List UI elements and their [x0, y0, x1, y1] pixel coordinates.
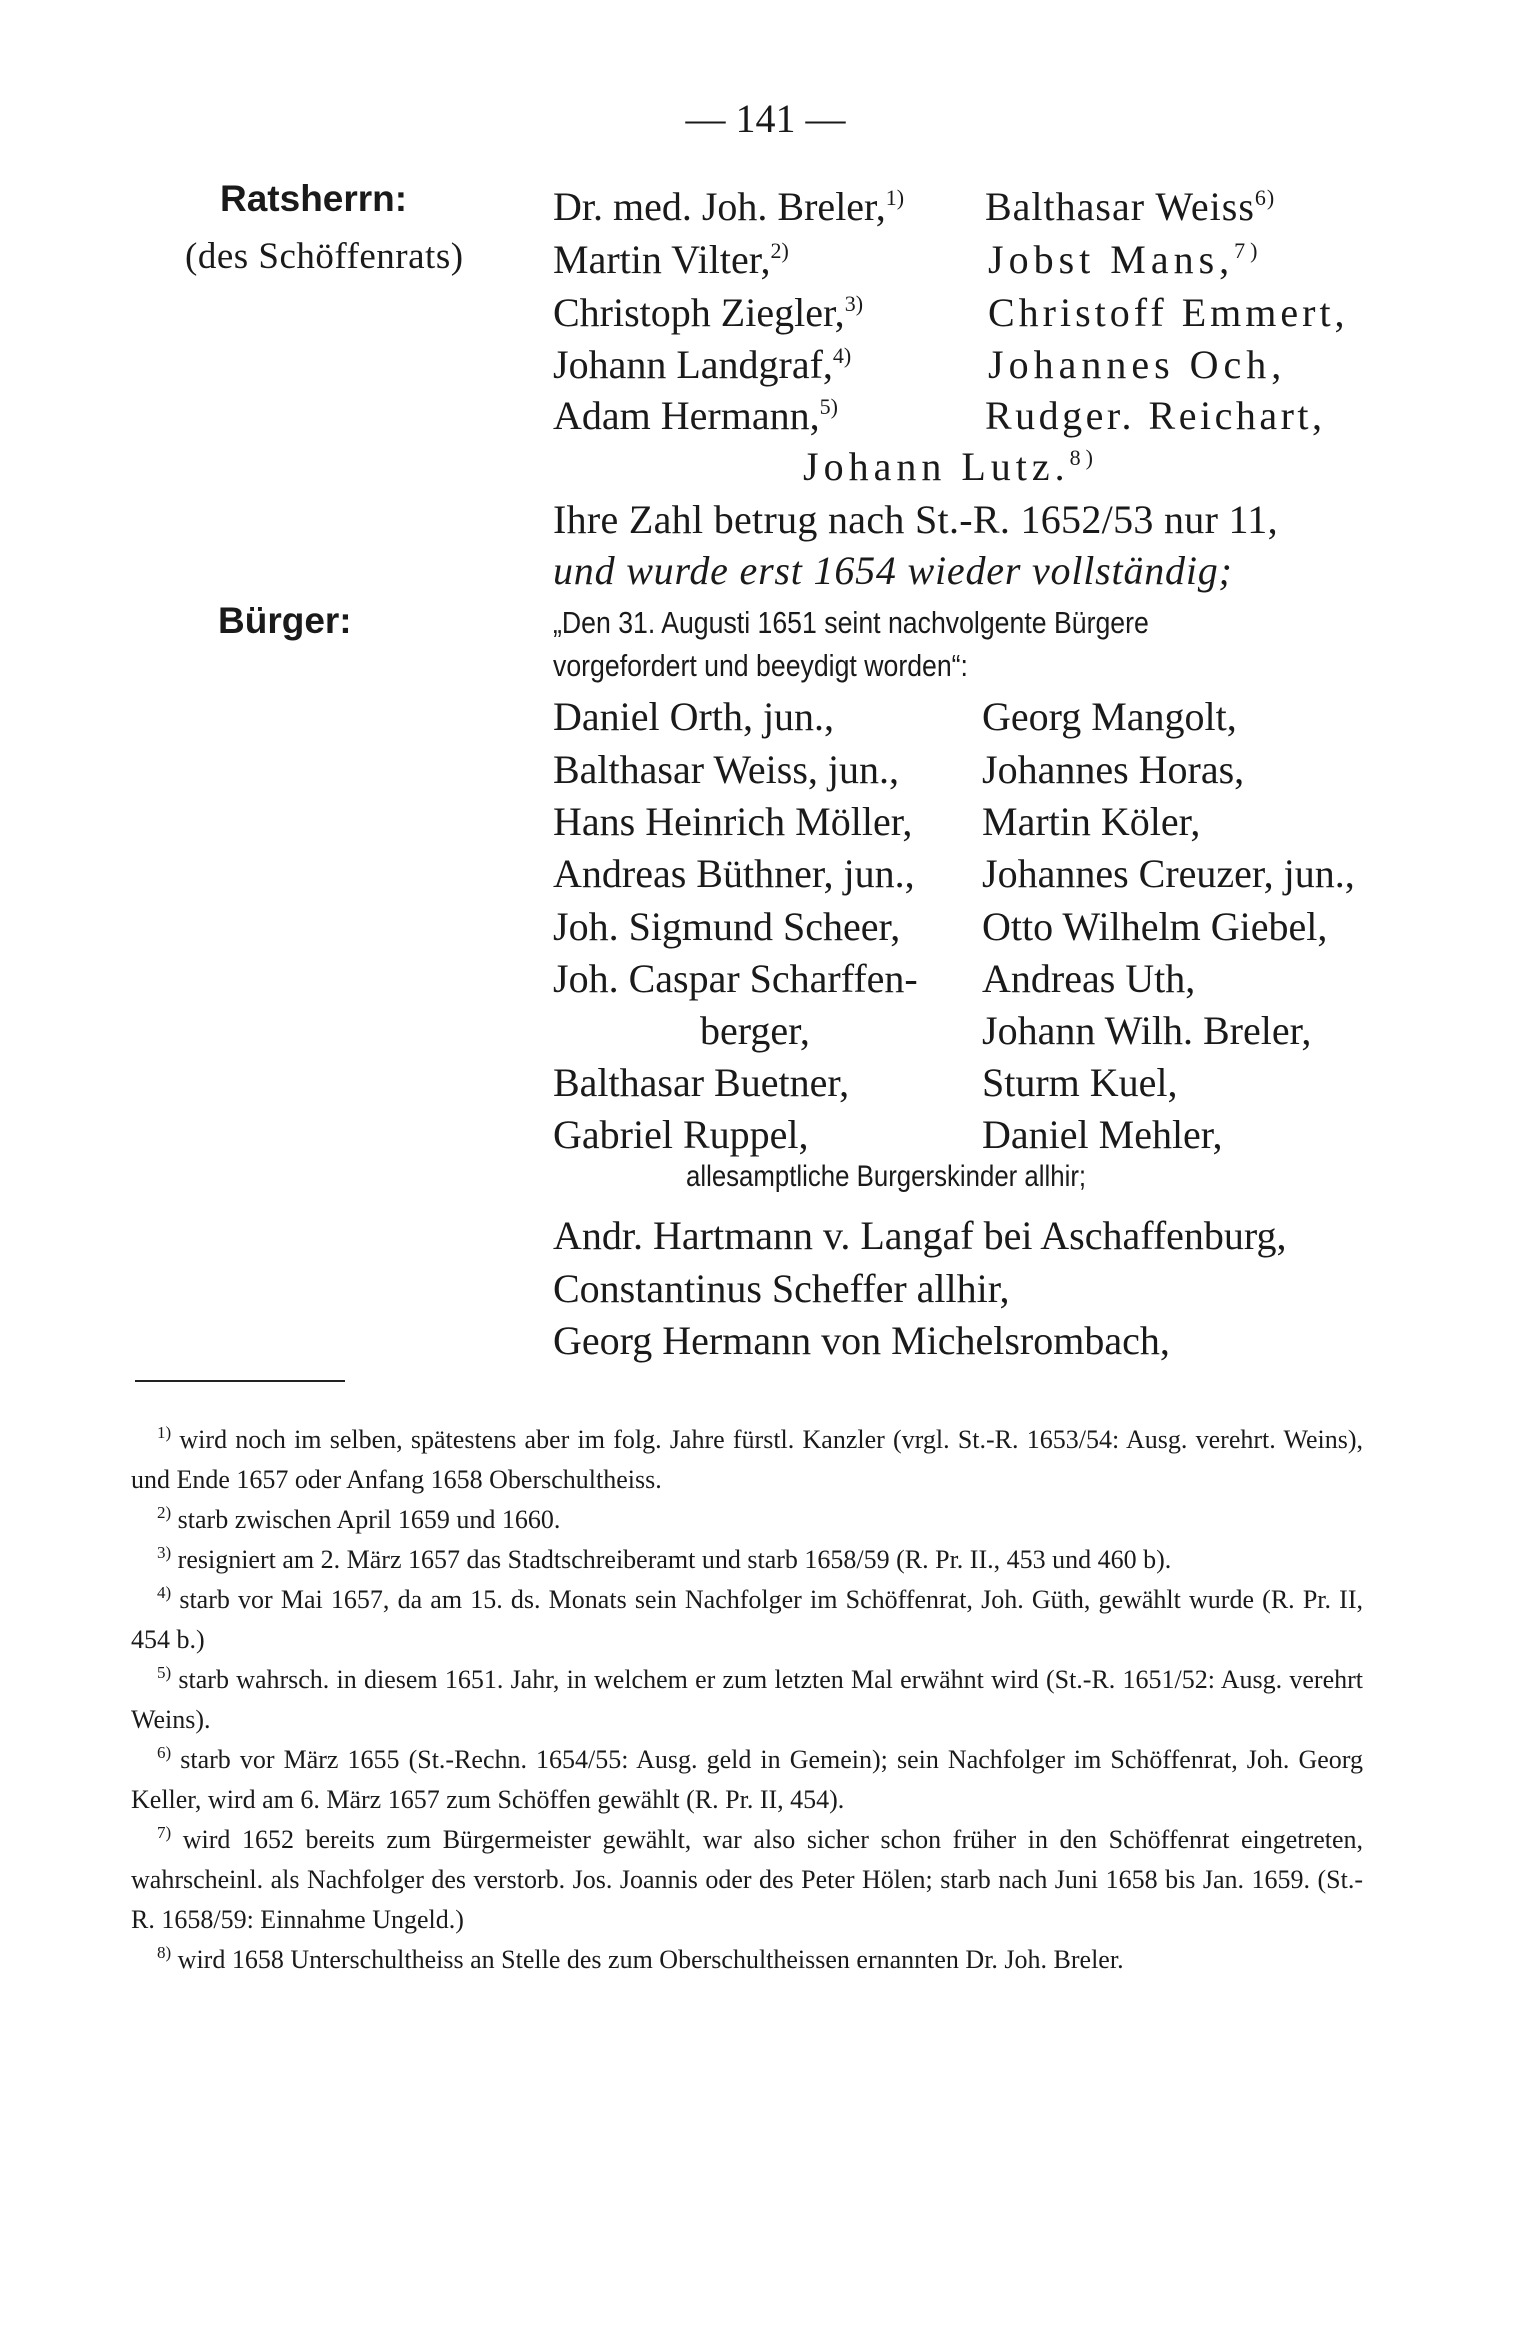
- buerger-entry: Martin Köler,: [982, 799, 1201, 844]
- ratsherr-entry: Martin Vilter,$^{2)}$: [553, 237, 789, 282]
- footnote: $^{2)}$ starb zwischen April 1659 und 1660.: [157, 1503, 561, 1534]
- label-ratsherrn: Ratsherrn:: [220, 178, 408, 219]
- buerger-intro: vorgefordert und beeydigt worden“:: [553, 648, 968, 683]
- ratsherrn-note: Ihre Zahl betrug nach St.-R. 1652/53 nur 11,: [553, 497, 1278, 542]
- buerger-entry: Gabriel Ruppel,: [553, 1112, 809, 1157]
- buerger-entry: Joh. Sigmund Scheer,: [553, 904, 901, 949]
- ratsherr-entry: Adam Hermann,$^{5)}$: [553, 393, 838, 438]
- buerger-extra: Andr. Hartmann v. Langaf bei Aschaffenburg,: [553, 1213, 1287, 1258]
- buerger-entry: Daniel Mehler,: [982, 1112, 1223, 1157]
- ratsherr-entry: Christoph Ziegler,$^{3)}$: [553, 290, 864, 335]
- footnote: $^{5)}$ starb wahrsch. in diesem 1651. Jahr, in welchem er zum letzten Mal erwähnt wird (St.-R. 1651/52: Ausg. verehrt Weins).: [131, 1663, 1363, 1734]
- ratsherr-entry: Johann Landgraf,$^{4)}$: [553, 342, 852, 387]
- buerger-extra: Constantinus Scheffer allhir,: [553, 1266, 1010, 1311]
- ratsherr-entry: Dr. med. Joh. Breler,$^{1)}$: [553, 184, 905, 229]
- buerger-extra: Georg Hermann von Michelsrombach,: [553, 1318, 1170, 1363]
- ratsherr-entry: Balthasar Weiss$^{6)}$: [985, 184, 1276, 229]
- footnote: $^{8)}$ wird 1658 Unterschultheiss an Stelle des zum Oberschultheissen ernannten Dr. Joh. Breler.: [157, 1943, 1124, 1974]
- ratsherr-entry: Johann Lutz.$^{8)}$: [803, 444, 1098, 489]
- ratsherr-entry: Jobst Mans,$^{7)}$: [988, 237, 1263, 282]
- buerger-entry: Andreas Büthner, jun.,: [553, 851, 915, 896]
- footnote-rule: [135, 1380, 345, 1382]
- buerger-entry: Andreas Uth,: [982, 956, 1196, 1001]
- ratsherr-entry: Christoff Emmert,: [988, 290, 1349, 335]
- buerger-entry: Balthasar Buetner,: [553, 1060, 850, 1105]
- buerger-entry: berger,: [700, 1008, 810, 1053]
- buerger-entry: Johannes Creuzer, jun.,: [982, 851, 1355, 896]
- buerger-entry: Johannes Horas,: [982, 747, 1245, 792]
- label-buerger: Bürger:: [218, 600, 352, 641]
- footnote: $^{4)}$ starb vor Mai 1657, da am 15. ds. Monats sein Nachfolger im Schöffenrat, Joh. Güth, gewählt wurde (R. Pr. II, 454 b.): [131, 1583, 1363, 1654]
- buerger-entry: Sturm Kuel,: [982, 1060, 1178, 1105]
- buerger-intro: „Den 31. Augusti 1651 seint nachvolgente Bürgere: [553, 605, 1149, 640]
- buerger-entry: Daniel Orth, jun.,: [553, 694, 835, 739]
- ratsherr-entry: Rudger. Reichart,: [985, 393, 1326, 438]
- buerger-entry: Joh. Caspar Scharffen-: [553, 956, 918, 1001]
- buerger-entry: Balthasar Weiss, jun.,: [553, 747, 899, 792]
- label-schoeffenrat: (des Schöffenrats): [185, 236, 464, 277]
- footnote: $^{1)}$ wird noch im selben, spätestens aber im folg. Jahre fürstl. Kanzler (vrgl. St.-R. 1653/54: Ausg. verehrt. Weins), und Ende 1657 oder Anfang 1658 Oberschultheiss.: [131, 1423, 1363, 1494]
- page-number: — 141 —: [685, 96, 846, 141]
- footnote: $^{6)}$ starb vor März 1655 (St.-Rechn. 1654/55: Ausg. geld in Gemein); sein Nachfolger im Schöffenrat, Joh. Georg Keller, wird am 6. März 1657 zum Schöffen gewählt (R. Pr. II, 454).: [131, 1743, 1363, 1814]
- buerger-entry: Otto Wilhelm Giebel,: [982, 904, 1328, 949]
- buerger-entry: Johann Wilh. Breler,: [982, 1008, 1312, 1053]
- buerger-entry: Georg Mangolt,: [982, 694, 1237, 739]
- footnotes: [131, 1420, 1363, 1980]
- buerger-closing: allesamptliche Burgerskinder allhir;: [686, 1160, 1087, 1193]
- ratsherr-entry: Johannes Och,: [988, 342, 1287, 387]
- footnote: $^{3)}$ resigniert am 2. März 1657 das Stadtschreiberamt und starb 1658/59 (R. Pr. II., 453 und 460 b).: [157, 1543, 1172, 1574]
- ratsherrn-note: und wurde erst 1654 wieder vollständig;: [553, 548, 1233, 593]
- buerger-entry: Hans Heinrich Möller,: [553, 799, 913, 844]
- footnote: $^{7)}$ wird 1652 bereits zum Bürgermeister gewählt, war also sicher schon früher in den Schöffenrat eingetreten, wahrscheinl. als Nachfolger des verstorb. Jos. Joannis oder des Peter Hölen; starb nach Juni 1658 bis Jan. 1659. (St.-R. 1658/59: Einnahme Ungeld.): [131, 1823, 1363, 1934]
